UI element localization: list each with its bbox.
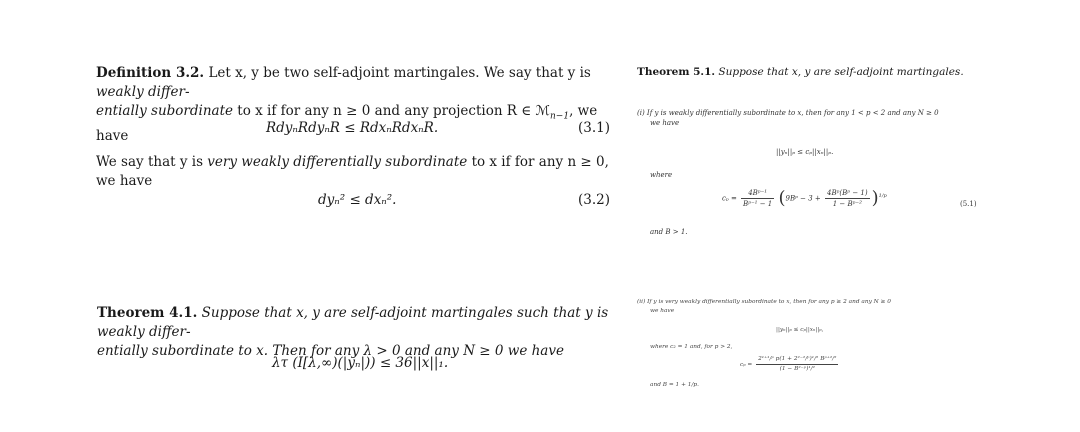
fraction-ii [756, 355, 838, 374]
and-b-line: and B > 1. [650, 228, 688, 236]
fraction-den: 1 − Bᵖ⁻² [832, 200, 862, 208]
def-emph: very weakly differentially subordinate [207, 154, 468, 170]
theorem-5-1-part-i [637, 108, 982, 128]
def-text: to x if for any n ≥ 0, we have [96, 154, 609, 189]
theorem-text: entially subordinate to x. Then for any λ > 0 and any N ≥ 0 we have [97, 343, 564, 359]
part-ii-text: we have [650, 308, 675, 314]
theorem-heading: Theorem 5.1. [637, 66, 716, 78]
theorem-heading: Theorem 4.1. [97, 305, 198, 321]
fraction-num: 4Bᵖ(Bᵖ − 1) [827, 189, 868, 197]
part-i-text: we have [650, 119, 680, 127]
theorem-4-1 [97, 304, 609, 361]
theorem-5-1-part-ii [637, 298, 982, 316]
fraction-2 [825, 188, 870, 209]
part-ii-cp-formula [740, 355, 900, 374]
theorem-text: Suppose that x, y are self-adjoint martingales. [718, 66, 964, 78]
def-line-1 [96, 64, 608, 102]
cp-formula: cₚ = $\frac{\text{4Bᵖ⁻¹}}{\text{Bᵖ⁻¹ − 1}}$ (9Bᵖ − 3 + $\frac{\text{4Bᵖ(Bᵖ − 1)}}{\text{1 − Bᵖ⁻²}}$ )$^{1/p}$ [722, 187, 887, 209]
cp-exponent: 1/p [878, 193, 887, 200]
def-text: Let x, y be two self-adjoint martingales. We say that y is [208, 65, 591, 81]
fraction-den: (1 − B²⁻ᵖ)¹/² [779, 366, 815, 372]
cp-middle: 9Bᵖ − 3 + [785, 194, 821, 203]
part-ii-text: (ii) If y is very weakly differentially subordinate to x, then for any p ≥ 2 and any N ≥ 0 [637, 299, 891, 305]
theorem-text: Suppose that x, y are self-adjoint martingales such that y is weakly differ- [97, 305, 609, 340]
def-emph: entially subordinate [96, 103, 233, 119]
cp-lhs: cₚ = [722, 194, 737, 203]
theorem-5-1-heading-line [637, 66, 964, 78]
part-i-equation: ||yₙ||ₚ ≤ cₚ||xₙ||ₚ. [776, 148, 834, 156]
def-text: We say that y is [96, 154, 203, 170]
equation-3-1: RdyₙRdyₙR ≤ RdxₙRdxₙR. [266, 120, 439, 136]
def-text: , we have [96, 103, 598, 144]
definition-heading: Definition 3.2. [96, 65, 205, 81]
cp-lhs: cₚ = [740, 362, 753, 368]
equation-3-2: dyₙ² ≤ dxₙ². [318, 192, 397, 208]
fraction-den: Bᵖ⁻¹ − 1 [743, 200, 773, 208]
fraction-num: 4Bᵖ⁻¹ [741, 188, 774, 199]
where-label: where [650, 171, 673, 179]
equation-number-3-1: (3.1) [578, 120, 611, 136]
def-line-3 [96, 153, 616, 191]
equation-number-3-2: (3.2) [578, 192, 611, 208]
equation-number-5-1: (5.1) [960, 200, 977, 208]
fraction-1 [741, 188, 774, 209]
part-ii-where: where c₂ = 1 and, for p > 2, [650, 344, 733, 350]
def-subscript: n−1 [549, 111, 570, 122]
part-i-text: (i) If y is weakly differentially subordinate to x, then for any 1 < p < 2 and any N ≥ 0 [637, 109, 939, 117]
theorem-4-1-equation: λτ (I[λ,∞)(|yₙ|)) ≤ 36||x||₁. [272, 355, 449, 371]
part-ii-equation: ||yₙ||ₚ ≤ cₚ||xₙ||ₚ, [776, 327, 824, 333]
def-emph: weakly differ- [96, 84, 190, 100]
fraction-num: 2¹⁺¹/ᵖ p(1 + 2²⁻²/ᵖ)¹/² Bᵖ⁺²/² [756, 355, 838, 365]
def-text: to x if for any n ≥ 0 and any projection R ∈ ℳ [237, 103, 550, 119]
part-ii-and-b: and B = 1 + 1/p. [650, 382, 699, 388]
